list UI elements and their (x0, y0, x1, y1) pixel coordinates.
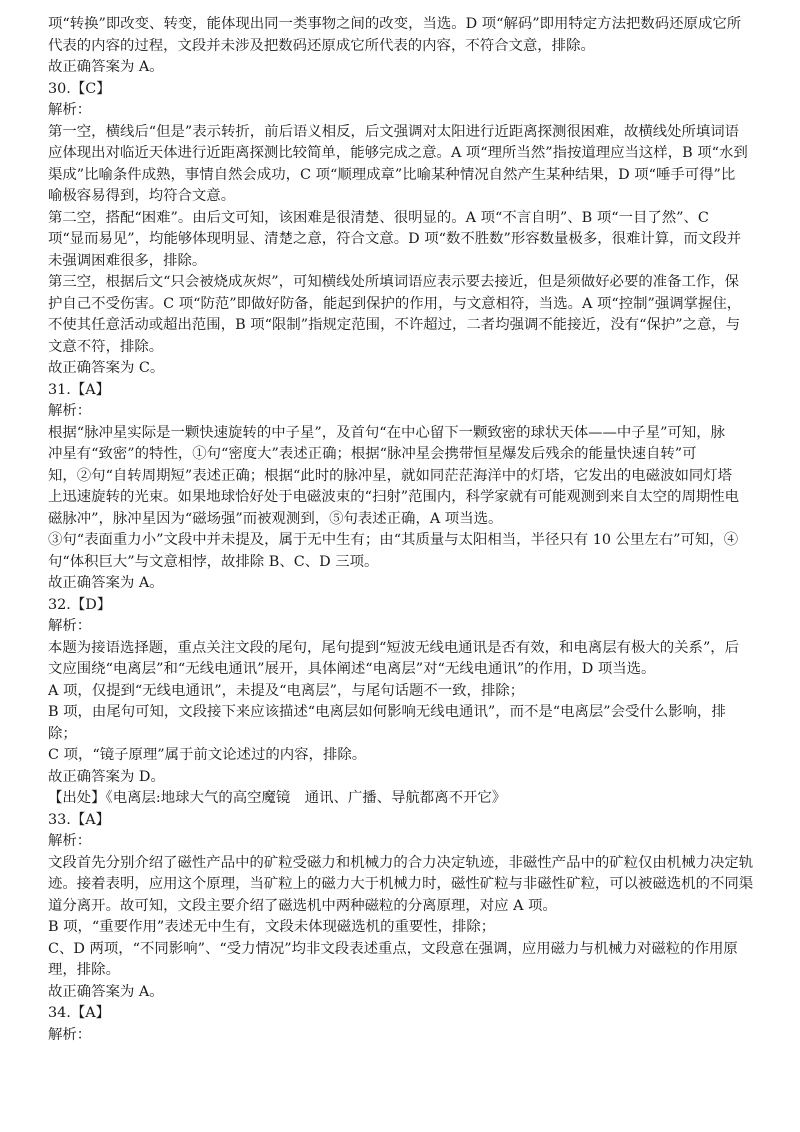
analysis-heading: 解析： (48, 1026, 92, 1043)
text-line: 项“显而易见”，均能够体现明显、清楚之意，符合文意。D 项“数不胜数”形容数量极多，很难计算，而文段并 (48, 231, 742, 247)
text-line: 道分离开。故可知，文段主要介绍了磁选机中两种磁粒的分离原理，对应 A 项。 (48, 897, 557, 914)
answer-conclusion: 故正确答案为 A。 (48, 59, 164, 75)
text-line: 文段首先分别介绍了磁性产品中的矿粒受磁力和机械力的合力决定轨迹，非磁性产品中的矿粒仅由机械力决定轨 (48, 854, 754, 871)
text-line: A 项，仅提到“无线电通讯”，未提及“电离层”，与尾句话题不一致，排除； (48, 682, 525, 699)
text-line: 冲星有“致密”的特性，①句“密度大”表述正确；根据“脉冲星会携带恒星爆发后残余的能量快速自转”可 (48, 446, 697, 462)
text-line: 未强调困难很多，排除。 (48, 252, 207, 269)
text-line: 本题为接语选择题，重点关注文段的尾句，尾句提到“短波无线电通讯是否有效，和电离层有极大的关系”，后 (48, 639, 740, 656)
text-line: 磁脉冲”，脉冲星因为“磁场强”而被观测到，⑤句表述正确，A 项当选。 (48, 510, 503, 527)
text-line: 护自己不受伤害。C 项“防范”即做好防备，能起到保护的作用，与文意相符，当选。A 项“控制”强调掌握住， (48, 295, 742, 312)
text-line: 根据“脉冲星实际是一颗快速旋转的中子星”，及首句“在中心留下一颗致密的球状天体——中子星”可知，脉 (48, 424, 726, 441)
text-line: 上迅速旋转的光束。如果地球恰好处于电磁波束的“扫射”范围内，科学家就有可能观测到来自太空的周期性电 (48, 489, 740, 505)
answer-conclusion: 故正确答案为 C。 (48, 360, 165, 376)
question-number: 31.【A】 (48, 381, 111, 398)
text-line: 第二空，搭配“困难”。由后文可知，该困难是很清楚、很明显的。A 项“不言自明”、B 项“一目了然”、C (48, 209, 709, 226)
text-line: 应体现出对临近天体进行近距离探测比较简单，能够完成之意。A 项“理所当然”指按道理应当这样，B 项“水到 (48, 145, 748, 161)
answer-conclusion: 故正确答案为 A。 (48, 983, 164, 1000)
text-line: C、D 两项，“不同影响”、“受力情况”均非文段表述重点，文段意在强调，应用磁力与机械力对磁粒的作用原 (48, 940, 738, 957)
question-number: 32.【D】 (48, 596, 112, 613)
text-line: ③句“表面重力小”文段中并未提及，属于无中生有；由“其质量与太阳相当，半径只有 10 公里左右”可知，④ (48, 532, 739, 548)
question-number: 33.【A】 (48, 811, 111, 828)
text-line: B 项，由尾句可知，文段接下来应该描述“电离层如何影响无线电通讯”，而不是“电离层”会受什么影响，排 (48, 704, 726, 720)
text-line: B 项，“重要作用”表述无中生有，文段未体现磁选机的重要性，排除； (48, 919, 496, 935)
question-number: 30.【C】 (48, 80, 111, 97)
text-line: 文应围绕“电离层”和“无线电通讯”展开，具体阐述“电离层”对“无线电通讯”的作用，D 项当选。 (48, 661, 656, 677)
text-line: 迹。接着表明，应用这个原理，当矿粒上的磁力大于机械力时，磁性矿粒与非磁性矿粒，可以被磁选机的不同渠 (48, 876, 754, 892)
text-line: 第一空，横线后“但是”表示转折，前后语义相反，后文强调对太阳进行近距离探测很困难，故横线处所填词语 (48, 123, 740, 140)
text-line: 理，排除。 (48, 962, 120, 978)
text-line: 代表的内容的过程，文段并未涉及把数码还原成它所代表的内容，不符合文意，排除。 (48, 37, 595, 54)
text-line: 项“转换”即改变、转变，能体现出同一类事物之间的改变，当选。D 项“解码”即用特定方法把数码还原成它所 (48, 16, 742, 32)
analysis-heading: 解析： (48, 102, 92, 118)
text-line: 句“体积巨大”与文意相悖，故排除 B、C、D 三项。 (48, 553, 379, 570)
answer-conclusion: 故正确答案为 D。 (48, 768, 165, 785)
text-line: 知，②句“自转周期短”表述正确；根据“此时的脉冲星，就如同茫茫海洋中的灯塔，它发出的电磁波如同灯塔 (48, 467, 733, 484)
text-line: 渠成”比喻条件成熟，事情自然会成功，C 项“顺理成章”比喻某种情况自然产生某种结果，D 项“唾手可得”比 (48, 166, 736, 183)
text-line: 第三空，根据后文“只会被烧成灰烬”，可知横线处所填词语应表示要去接近，但是须做好必要的准备工作，保 (48, 274, 740, 290)
text-line: C 项，“镜子原理”属于前文论述过的内容，排除。 (48, 747, 367, 763)
analysis-heading: 解析： (48, 618, 92, 634)
question-number: 34.【A】 (48, 1005, 111, 1021)
text-line: 喻极容易得到，均符合文意。 (48, 188, 236, 204)
answer-conclusion: 故正确答案为 A。 (48, 575, 164, 591)
source-citation: 【出处】《电离层:地球大气的高空魔镜 通讯、广播、导航都离不开它》 (48, 790, 507, 806)
text-line: 除； (48, 725, 77, 742)
analysis-heading: 解析： (48, 403, 92, 419)
text-line: 文意不符，排除。 (48, 338, 164, 355)
analysis-heading: 解析： (48, 833, 92, 849)
text-line: 不使其任意活动或超出范围，B 项“限制”指规定范围，不许超过，二者均强调不能接近，没有“保护”之意，与 (48, 317, 741, 333)
